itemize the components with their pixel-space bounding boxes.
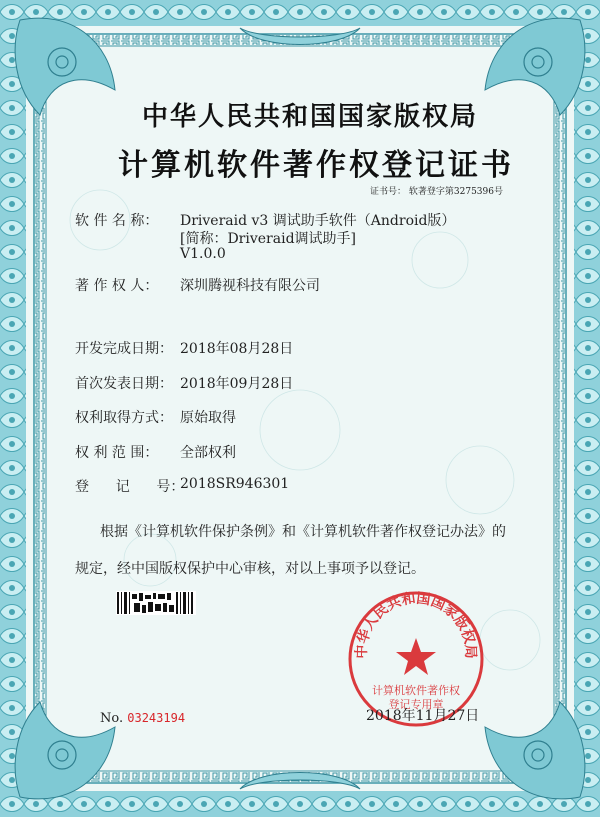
- serial-number: [100, 711, 185, 726]
- owner-label: 著 作 权 人：: [75, 278, 159, 294]
- software-short-name: [简称：Driveraid调试助手]: [180, 231, 356, 247]
- acquire-label: 权利取得方式：: [75, 410, 173, 426]
- seal-line-1: 计算机软件著作权: [372, 684, 460, 697]
- cert-number-value: 软著登字第3275396号: [408, 187, 503, 197]
- seal-line-2: 登记专用章: [388, 698, 444, 711]
- star-icon: [396, 638, 436, 675]
- cert-number-label: 证书号：: [370, 187, 407, 197]
- reg-number: 2018SR946301: [180, 476, 290, 492]
- scope: 全部权利: [180, 445, 236, 461]
- issue-date: 2018年11月27日: [366, 708, 480, 724]
- software-name-label: 软 件 名 称：: [75, 213, 159, 229]
- seal-arc-text: 中华人民共和国国家版权局: [353, 590, 479, 659]
- issuer-title: 中华人民共和国国家版权局: [142, 102, 479, 132]
- scope-label: 权 利 范 围：: [75, 445, 159, 461]
- statement-line-2: 规定，经中国版权保护中心审核，对以上事项予以登记。: [75, 561, 425, 577]
- dev-date: 2018年08月28日: [180, 341, 294, 357]
- dev-date-label: 开发完成日期：: [75, 341, 173, 357]
- acquire: 原始取得: [180, 410, 236, 426]
- software-version: V1.0.0: [180, 246, 226, 262]
- barcode: [116, 591, 196, 615]
- software-name: Driveraid v3 调试助手软件（Android版）: [180, 213, 456, 229]
- publish-date: 2018年09月28日: [180, 376, 294, 392]
- publish-date-label: 首次发表日期：: [75, 376, 173, 392]
- serial-value: 03243194: [127, 711, 186, 725]
- owner: 深圳腾视科技有限公司: [180, 278, 320, 294]
- serial-label: No.: [100, 711, 124, 726]
- cert-number: [370, 184, 503, 197]
- certificate-title: 计算机软件著作权登记证书: [118, 148, 514, 183]
- statement-line-1: 根据《计算机软件保护条例》和《计算机软件著作权登记办法》的: [100, 524, 506, 540]
- reg-label: 登 记 号：: [75, 479, 185, 495]
